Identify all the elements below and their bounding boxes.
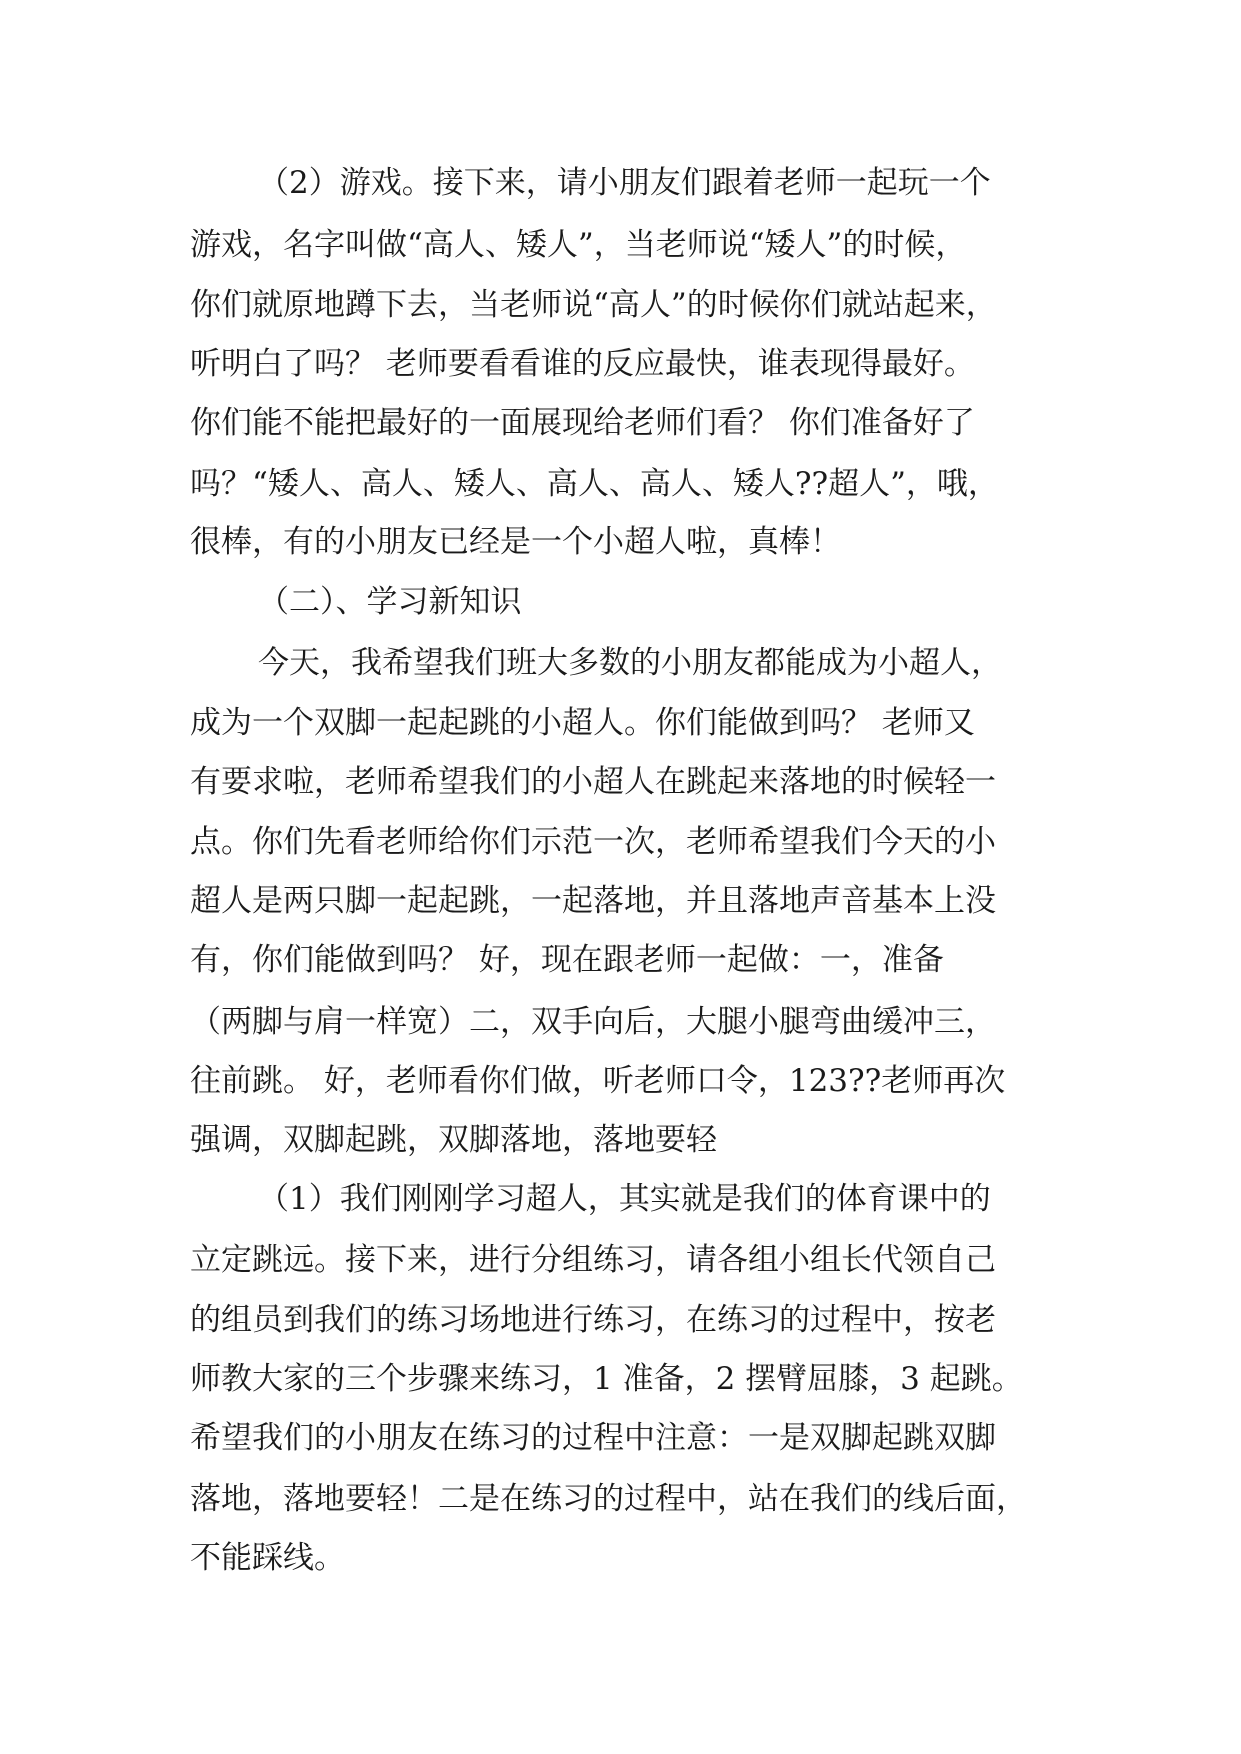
paragraph-line: 点。你们先看老师给你们示范一次，老师希望我们今天的小	[190, 824, 996, 860]
paragraph-line: 你们能不能把最好的一面展现给老师们看？ 你们准备好了	[190, 405, 975, 441]
paragraph-line: 你们就原地蹲下去，当老师说“高人”的时候你们就站起来，	[190, 287, 997, 323]
paragraph-line: 落地，落地要轻！二是在练习的过程中，站在我们的线后面，	[190, 1481, 1027, 1517]
paragraph-line: 很棒，有的小朋友已经是一个小超人啦，真棒！	[190, 524, 841, 560]
paragraph-line: （2）游戏。接下来，请小朋友们跟着老师一起玩一个	[258, 165, 991, 201]
paragraph-line: 有要求啦，老师希望我们的小超人在跳起来落地的时候轻一	[190, 764, 996, 800]
paragraph-line: 游戏，名字叫做“高人、矮人”，当老师说“矮人”的时候，	[190, 227, 967, 263]
paragraph-line: 吗？“矮人、高人、矮人、高人、高人、矮人??超人”，哦，	[190, 466, 999, 502]
paragraph-line: 超人是两只脚一起起跳，一起落地，并且落地声音基本上没	[190, 883, 996, 919]
paragraph-line: 不能踩线。	[190, 1540, 345, 1576]
paragraph-line: 师教大家的三个步骤来练习，1 准备，2 摆臂屈膝，3 起跳。	[190, 1361, 1023, 1397]
paragraph-line: 今天，我希望我们班大多数的小朋友都能成为小超人，	[258, 645, 1002, 681]
paragraph-line: 强调，双脚起跳，双脚落地，落地要轻	[190, 1122, 717, 1158]
paragraph-line: 有，你们能做到吗？ 好，现在跟老师一起做：一，准备	[190, 942, 944, 978]
paragraph-line: 立定跳远。接下来，进行分组练习，请各组小组长代领自己	[190, 1242, 996, 1278]
paragraph-line: 希望我们的小朋友在练习的过程中注意：一是双脚起跳双脚	[190, 1420, 996, 1456]
paragraph-line: 的组员到我们的练习场地进行练习，在练习的过程中，按老	[190, 1302, 996, 1338]
paragraph-line: （1）我们刚刚学习超人，其实就是我们的体育课中的	[258, 1181, 991, 1217]
section-heading: （二）、学习新知识	[258, 584, 522, 620]
paragraph-line: （两脚与肩一样宽）二，双手向后，大腿小腿弯曲缓冲三，	[190, 1004, 996, 1040]
paragraph-line: 往前跳。 好，老师看你们做，听老师口令，123??老师再次	[190, 1063, 1006, 1099]
paragraph-line: 成为一个双脚一起起跳的小超人。你们能做到吗？ 老师又	[190, 705, 975, 741]
paragraph-line: 听明白了吗？ 老师要看看谁的反应最快，谁表现得最好。	[190, 346, 975, 382]
